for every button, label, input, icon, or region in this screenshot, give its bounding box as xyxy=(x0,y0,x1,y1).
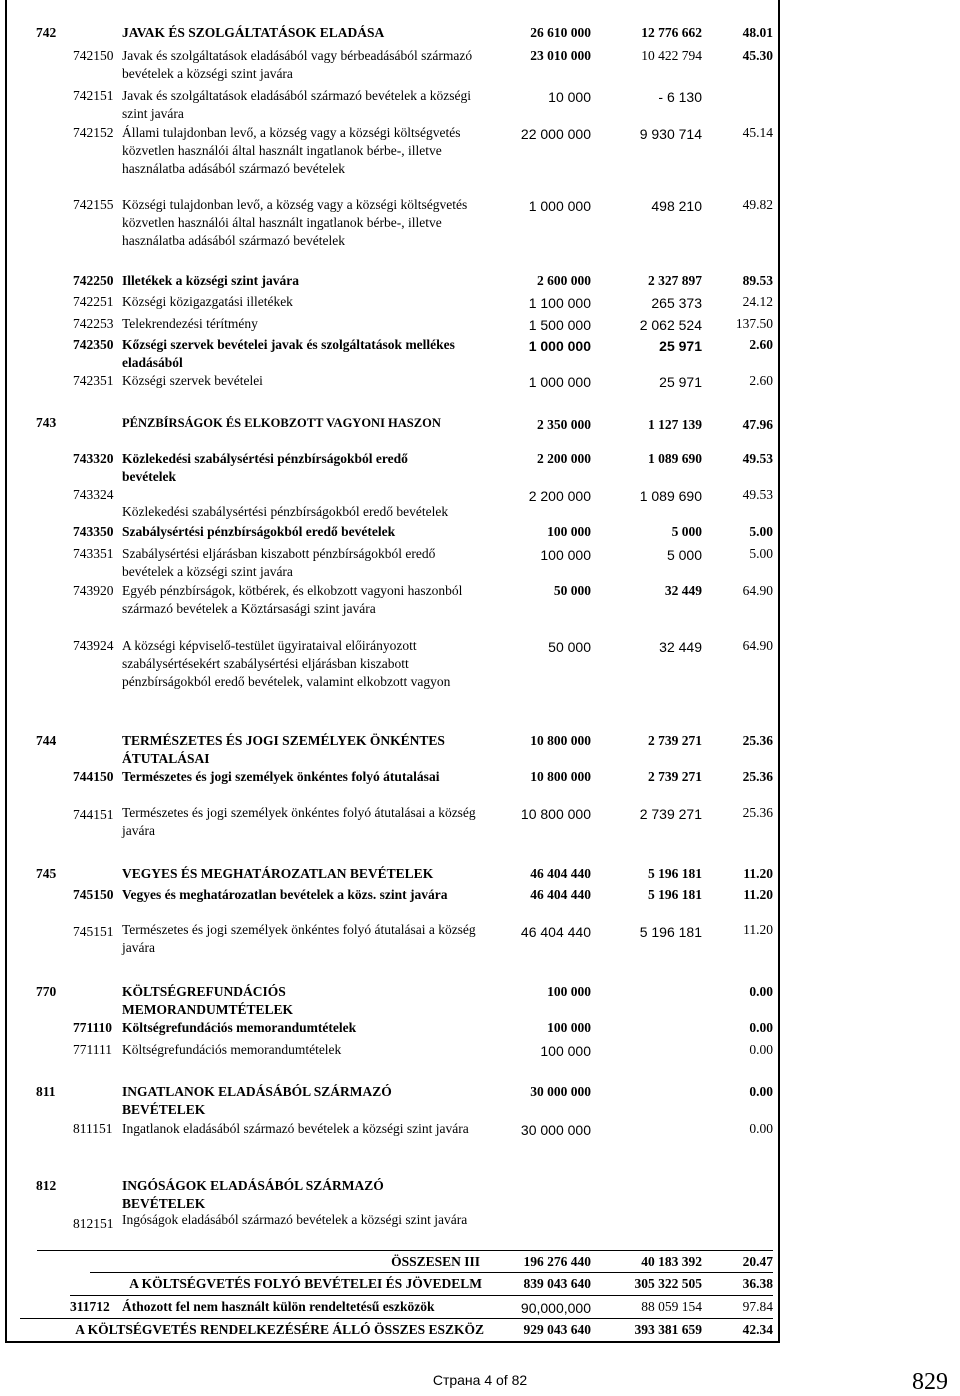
row-code: 811151 xyxy=(73,1121,113,1136)
row-description: PÉNZBÍRSÁGOK ÉS ELKOBZOTT VAGYONI HASZON xyxy=(122,416,441,430)
row-fact: 1 089 690 xyxy=(648,451,702,466)
total-plan: 929 043 640 xyxy=(523,1322,591,1337)
row-percent: 25.36 xyxy=(742,733,773,748)
row-plan: 46 404 440 xyxy=(530,887,591,902)
total-percent: 42.34 xyxy=(742,1322,773,1337)
row-fact: 25 971 xyxy=(659,374,702,390)
row-plan: 22 000 000 xyxy=(520,126,591,142)
row-plan: 30 000 000 xyxy=(520,1122,591,1138)
row-description: Költségrefundációs memorandumtételek xyxy=(122,1020,357,1035)
total-label: A KÖLTSÉGVETÉS FOLYÓ BEVÉTELEI ÉS JÖVEDELM xyxy=(129,1276,482,1291)
total-label: ÖSSZESEN III xyxy=(391,1254,480,1269)
row-description: Illetékek a községi szint javára xyxy=(122,273,299,288)
row-description: Természetes és jogi személyek önkéntes folyó átutalásai xyxy=(122,769,440,784)
row-code: 742152 xyxy=(73,125,114,140)
row-plan: 1 000 000 xyxy=(528,374,591,390)
row-percent: 47.96 xyxy=(742,417,773,432)
row-fact: 32 449 xyxy=(659,639,702,655)
row-fact: 1 089 690 xyxy=(639,488,702,504)
row-code: 812151 xyxy=(73,1216,114,1231)
row-description: Javak és szolgáltatások eladásából származó bevételek a községi szint javára xyxy=(122,88,471,121)
row-description: Közlekedési szabálysértési pénzbírságokból eredő bevételek xyxy=(122,504,449,519)
row-percent: 25.36 xyxy=(742,805,773,820)
row-plan: 100 000 xyxy=(540,1043,591,1059)
row-plan: 10 800 000 xyxy=(530,733,591,748)
row-code: 743320 xyxy=(73,451,114,466)
total-plan: 839 043 640 xyxy=(523,1276,591,1291)
row-percent: 11.20 xyxy=(743,866,773,881)
row-plan: 10 800 000 xyxy=(520,806,591,822)
row-fact: 10 422 794 xyxy=(641,48,702,63)
row-percent: 45.14 xyxy=(742,125,773,140)
row-fact: 2 062 524 xyxy=(639,317,702,333)
row-percent: 2.60 xyxy=(749,373,773,388)
row-description: Vegyes és meghatározatlan bevételek a közs. szint javára xyxy=(122,887,448,902)
row-description: INGATLANOK ELADÁSÁBÓL SZÁRMAZÓ BEVÉTELEK xyxy=(122,1084,392,1117)
row-code: 745 xyxy=(36,866,57,881)
total-percent: 20.47 xyxy=(742,1254,773,1269)
total-plan: 90,000,000 xyxy=(520,1300,591,1316)
row-plan: 50 000 xyxy=(553,583,591,598)
row-plan: 10 000 xyxy=(548,89,591,105)
total-code: 311712 xyxy=(70,1299,110,1314)
row-fact: 2 739 271 xyxy=(648,769,702,784)
row-plan: 100 000 xyxy=(547,1020,591,1035)
total-fact: 88 059 154 xyxy=(641,1299,702,1314)
row-fact: 32 449 xyxy=(664,583,702,598)
row-description: KÖLTSÉGREFUNDÁCIÓS MEMORANDUMTÉTELEK xyxy=(122,984,294,1017)
row-description: Ingatlanok eladásából származó bevételek a községi szint javára xyxy=(122,1121,469,1136)
row-percent: 0.00 xyxy=(749,1042,773,1057)
divider xyxy=(70,1295,773,1296)
row-description: TERMÉSZETES ÉS JOGI SZEMÉLYEK ÖNKÉNTES ÁTUTALÁSAI xyxy=(122,733,445,766)
row-plan: 46 404 440 xyxy=(520,924,591,940)
row-percent: 49.53 xyxy=(742,487,773,502)
row-code: 744 xyxy=(36,733,57,748)
row-fact: 5 000 xyxy=(671,524,702,539)
row-code: 811 xyxy=(36,1084,56,1099)
row-description: Javak és szolgáltatások eladásából vagy bérbeadásából származó bevételek a községi szint javára xyxy=(122,48,473,81)
row-plan: 100 000 xyxy=(540,547,591,563)
row-plan: 1 000 000 xyxy=(528,198,591,214)
row-fact: 12 776 662 xyxy=(641,25,702,40)
row-description: Költségrefundációs memorandumtételek xyxy=(122,1042,342,1057)
total-percent: 97.84 xyxy=(742,1299,773,1314)
total-fact: 40 183 392 xyxy=(641,1254,702,1269)
row-code: 771111 xyxy=(73,1042,112,1057)
row-code: 742151 xyxy=(73,88,114,103)
row-description: Szabálysértési eljárásban kiszabott pénzbírságokból eredő bevételek a községi szint javára xyxy=(122,546,436,579)
row-description: Természetes és jogi személyek önkéntes folyó átutalásai a község javára xyxy=(122,922,476,955)
divider xyxy=(90,1272,773,1273)
row-plan: 30 000 000 xyxy=(530,1084,591,1099)
row-plan: 1 500 000 xyxy=(528,317,591,333)
row-code: 745150 xyxy=(73,887,114,902)
row-plan: 26 610 000 xyxy=(530,25,591,40)
row-fact: - 6 130 xyxy=(658,89,702,105)
page-number: 829 xyxy=(912,1369,948,1395)
row-description: VEGYES ÉS MEGHATÁROZATLAN BEVÉTELEK xyxy=(122,866,434,881)
row-description: Természetes és jogi személyek önkéntes folyó átutalásai a község javára xyxy=(122,805,476,838)
row-code: 743324 xyxy=(73,487,114,502)
total-fact: 393 381 659 xyxy=(634,1322,702,1337)
row-plan: 100 000 xyxy=(547,984,591,999)
divider xyxy=(20,1318,773,1319)
row-fact: 5 196 181 xyxy=(648,887,702,902)
row-fact: 1 127 139 xyxy=(648,417,702,432)
row-description: Ingóságok eladásából származó bevételek a községi szint javára xyxy=(122,1212,468,1227)
row-plan: 23 010 000 xyxy=(530,48,591,63)
total-plan: 196 276 440 xyxy=(523,1254,591,1269)
row-plan: 2 350 000 xyxy=(537,417,591,432)
row-code: 812 xyxy=(36,1178,57,1193)
row-plan: 2 200 000 xyxy=(537,451,591,466)
row-percent: 0.00 xyxy=(749,984,773,999)
row-percent: 0.00 xyxy=(749,1084,773,1099)
row-code: 742251 xyxy=(73,294,114,309)
row-code: 742253 xyxy=(73,316,114,331)
row-fact: 2 739 271 xyxy=(639,806,702,822)
row-code: 744150 xyxy=(73,769,114,784)
row-code: 744151 xyxy=(73,807,114,822)
row-code: 743351 xyxy=(73,546,114,561)
row-code: 745151 xyxy=(73,924,114,939)
row-fact: 2 739 271 xyxy=(648,733,702,748)
row-percent: 45.30 xyxy=(742,48,773,63)
row-code: 742350 xyxy=(73,337,114,352)
row-description: Állami tulajdonban levő, a község vagy a községi költségvetés közvetlen használói által használt ingatlanok bérbe-, illetve használatba adásából származó bevételek xyxy=(122,125,461,176)
row-description: Kőzségi szervek bevételei javak és szolgáltatások mellékes eladásából xyxy=(122,337,455,370)
row-percent: 0.00 xyxy=(749,1020,773,1035)
row-description: Telekrendezési térítmény xyxy=(122,316,258,331)
row-fact: 5 196 181 xyxy=(648,866,702,881)
row-percent: 49.53 xyxy=(742,451,773,466)
row-plan: 100 000 xyxy=(547,524,591,539)
row-description: Egyéb pénzbírságok, kötbérek, és elkobzott vagyoni haszonból származó bevételek a Köztársasági szint javára xyxy=(122,583,463,616)
row-description: Közlekedési szabálysértési pénzbírságokból eredő bevételek xyxy=(122,451,408,484)
row-percent: 11.20 xyxy=(743,922,773,937)
total-label: A KÖLTSÉGVETÉS RENDELKEZÉSÉRE ÁLLÓ ÖSSZES ESZKÖZ xyxy=(75,1322,484,1337)
row-code: 742 xyxy=(36,25,57,40)
row-fact: 5 000 xyxy=(666,547,702,563)
row-fact: 498 210 xyxy=(651,198,702,214)
row-fact: 25 971 xyxy=(659,338,702,354)
row-description: Szabálysértési pénzbírságokból eredő bevételek xyxy=(122,524,396,539)
row-percent: 137.50 xyxy=(735,316,773,331)
row-code: 742150 xyxy=(73,48,114,63)
row-percent: 24.12 xyxy=(742,294,773,309)
row-code: 743350 xyxy=(73,524,114,539)
row-code: 742155 xyxy=(73,197,114,212)
row-percent: 5.00 xyxy=(749,546,773,561)
row-plan: 1 100 000 xyxy=(528,295,591,311)
row-percent: 2.60 xyxy=(749,337,773,352)
row-description: INGÓSÁGOK ELADÁSÁBÓL SZÁRMAZÓ BEVÉTELEK xyxy=(122,1178,384,1211)
row-percent: 48.01 xyxy=(742,25,773,40)
row-plan: 1 000 000 xyxy=(528,338,591,354)
row-fact: 265 373 xyxy=(651,295,702,311)
row-plan: 50 000 xyxy=(548,639,591,655)
row-percent: 64.90 xyxy=(742,583,773,598)
total-label: Áthozott fel nem használt külön rendeltetésű eszközök xyxy=(122,1299,435,1314)
row-description: JAVAK ÉS SZOLGÁLTATÁSOK ELADÁSA xyxy=(122,25,385,40)
row-code: 770 xyxy=(36,984,57,999)
row-code: 743 xyxy=(36,415,57,430)
row-fact: 9 930 714 xyxy=(639,126,702,142)
row-percent: 64.90 xyxy=(742,638,773,653)
total-percent: 36.38 xyxy=(742,1276,773,1291)
row-percent: 89.53 xyxy=(742,273,773,288)
total-fact: 305 322 505 xyxy=(634,1276,702,1291)
row-code: 743924 xyxy=(73,638,114,653)
row-percent: 49.82 xyxy=(742,197,773,212)
row-plan: 2 600 000 xyxy=(537,273,591,288)
row-code: 742250 xyxy=(73,273,114,288)
row-description: A községi képviselő-testület ügyirataival előirányozott szabálysértésekért szabálysértési eljárásban kiszabott pénzbírságokból eredő bevételek, valamint elkobzott vagyon xyxy=(122,638,451,689)
row-fact: 5 196 181 xyxy=(639,924,702,940)
row-code: 742351 xyxy=(73,373,114,388)
row-description: Községi tulajdonban levő, a község vagy a községi költségvetés közvetlen használói által használt ingatlanok bérbe-, illetve használatba adásából származó bevételek xyxy=(122,197,468,248)
divider xyxy=(37,1250,773,1251)
row-plan: 2 200 000 xyxy=(528,488,591,504)
row-percent: 11.20 xyxy=(743,887,773,902)
row-code: 743920 xyxy=(73,583,114,598)
row-description: Községi szervek bevételei xyxy=(122,373,263,388)
row-code: 771110 xyxy=(73,1020,113,1035)
row-plan: 46 404 440 xyxy=(530,866,591,881)
row-plan: 10 800 000 xyxy=(530,769,591,784)
row-description: Községi közigazgatási illetékek xyxy=(122,294,293,309)
row-fact: 2 327 897 xyxy=(648,273,702,288)
row-percent: 25.36 xyxy=(742,769,773,784)
row-percent: 0.00 xyxy=(749,1121,773,1136)
row-percent: 5.00 xyxy=(749,524,773,539)
page-indicator: Страна 4 of 82 xyxy=(432,1372,528,1388)
